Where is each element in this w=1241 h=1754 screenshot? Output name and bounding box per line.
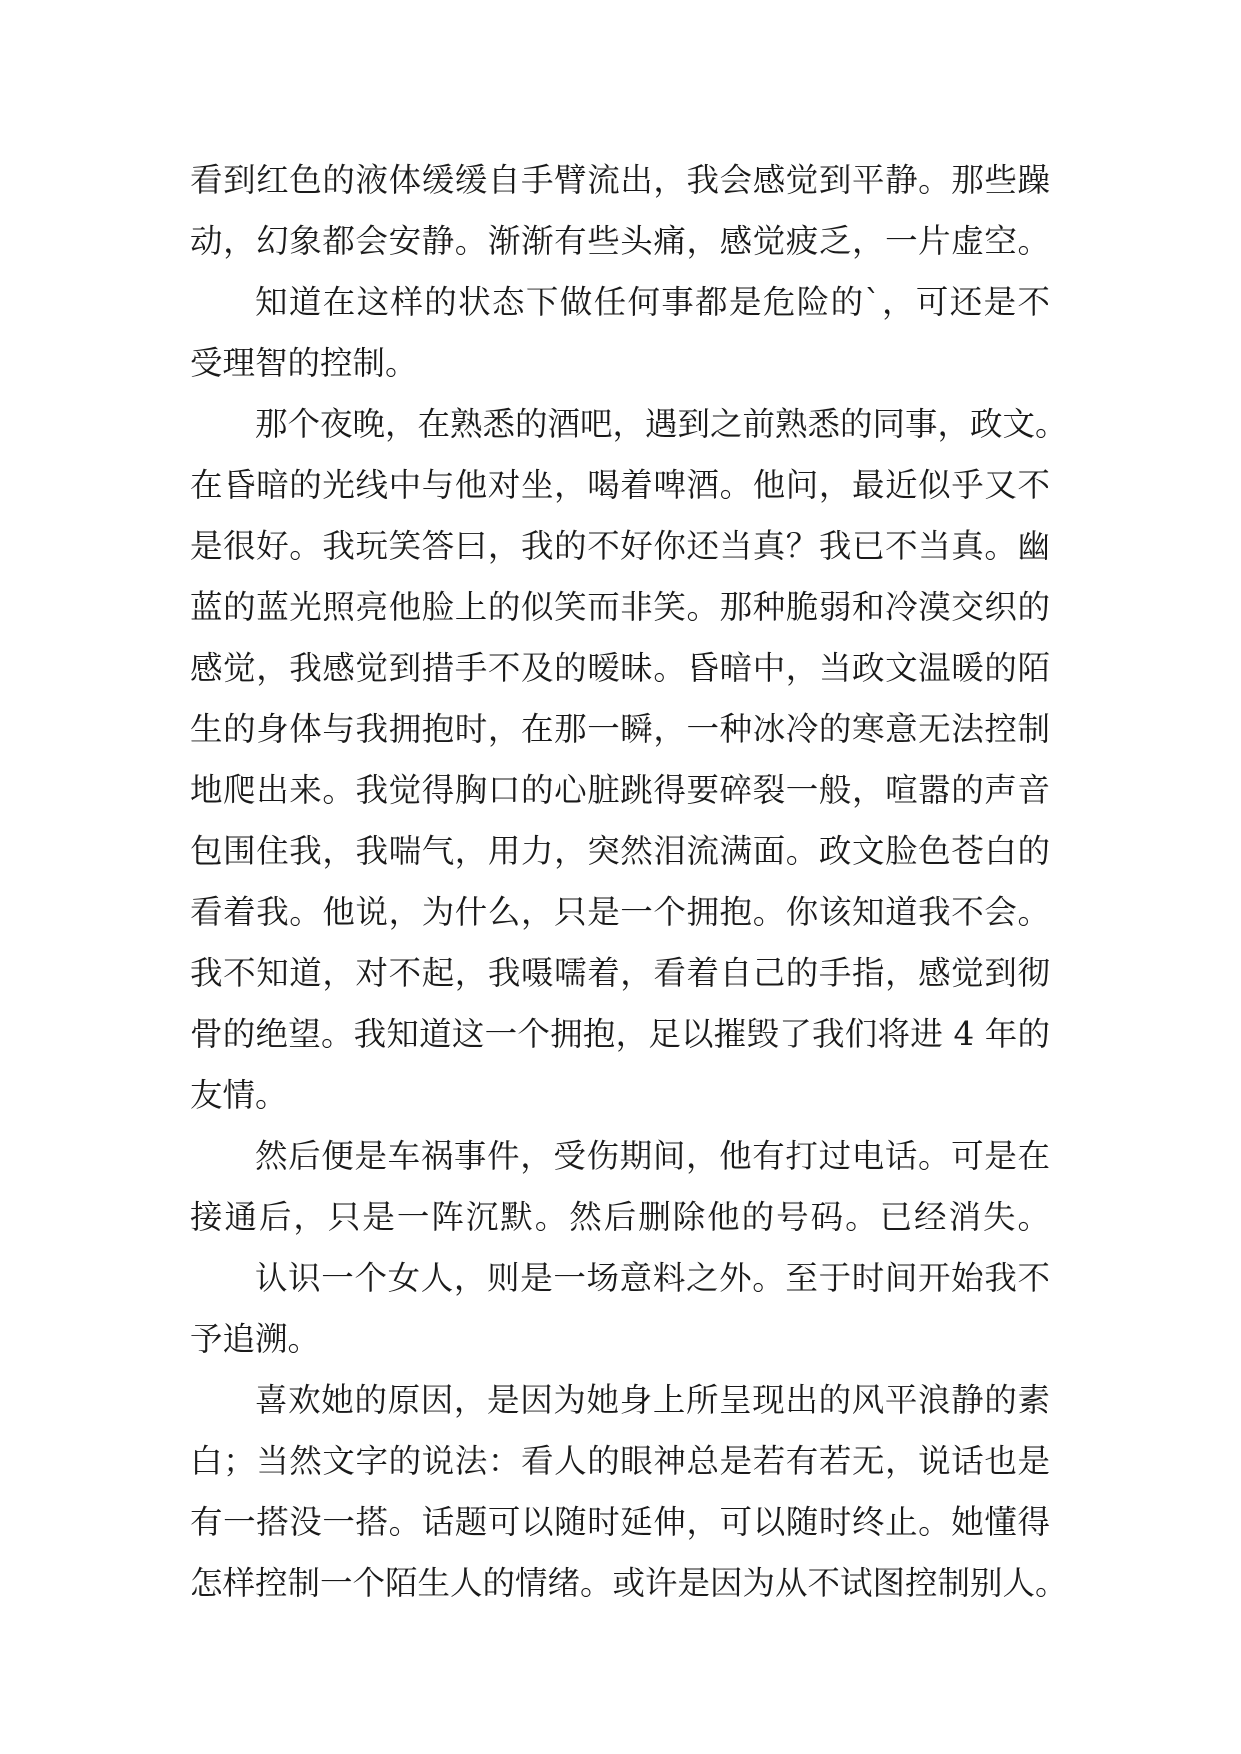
- text-line: 看着我。他说，为什么，只是一个拥抱。你该知道我不会。: [190, 893, 1050, 931]
- text-line: 然后便是车祸事件，受伤期间，他有打过电话。可是在: [255, 1137, 1050, 1175]
- text-line: 感觉，我感觉到措手不及的暧昧。昏暗中，当政文温暖的陌: [190, 649, 1050, 687]
- text-line: 是很好。我玩笑答曰，我的不好你还当真？我已不当真。幽: [190, 527, 1050, 565]
- text-line: 地爬出来。我觉得胸口的心脏跳得要碎裂一般，喧嚣的声音: [190, 771, 1050, 809]
- text-line: 友情。: [190, 1076, 288, 1114]
- text-line: 看到红色的液体缓缓自手臂流出，我会感觉到平静。那些躁: [190, 161, 1050, 199]
- text-line: 蓝的蓝光照亮他脸上的似笑而非笑。那种脆弱和冷漠交织的: [190, 588, 1050, 626]
- text-line: 认识一个女人，则是一场意料之外。至于时间开始我不: [255, 1259, 1050, 1297]
- text-line: 我不知道，对不起，我嗫嚅着，看着自己的手指，感觉到彻: [190, 954, 1050, 992]
- text-line: 包围住我，我喘气，用力，突然泪流满面。政文脸色苍白的: [190, 832, 1050, 870]
- text-line: 在昏暗的光线中与他对坐，喝着啤酒。他问，最近似乎又不: [190, 466, 1050, 504]
- text-line: 动，幻象都会安静。渐渐有些头痛，感觉疲乏，一片虚空。: [190, 222, 1050, 260]
- text-line: 知道在这样的状态下做任何事都是危险的`，可还是不: [255, 283, 1050, 321]
- text-line: 予追溯。: [190, 1320, 321, 1358]
- text-line: 喜欢她的原因，是因为她身上所呈现出的风平浪静的素: [255, 1381, 1050, 1419]
- text-line: 接通后，只是一阵沉默。然后删除他的号码。已经消失。: [190, 1198, 1050, 1236]
- text-line: 生的身体与我拥抱时，在那一瞬，一种冰冷的寒意无法控制: [190, 710, 1050, 748]
- text-line: 那个夜晚，在熟悉的酒吧，遇到之前熟悉的同事，政文。: [255, 405, 1068, 443]
- text-line: 骨的绝望。我知道这一个拥抱，足以摧毁了我们将进 4 年的: [190, 1015, 1050, 1053]
- text-line: 有一搭没一搭。话题可以随时延伸，可以随时终止。她懂得: [190, 1503, 1050, 1541]
- text-line: 白；当然文字的说法：看人的眼神总是若有若无，说话也是: [190, 1442, 1050, 1480]
- document-body: [190, 150, 1068, 1614]
- text-line: 受理智的控制。: [190, 344, 418, 382]
- text-line: 怎样控制一个陌生人的情绪。或许是因为从不试图控制别人。: [190, 1564, 1068, 1602]
